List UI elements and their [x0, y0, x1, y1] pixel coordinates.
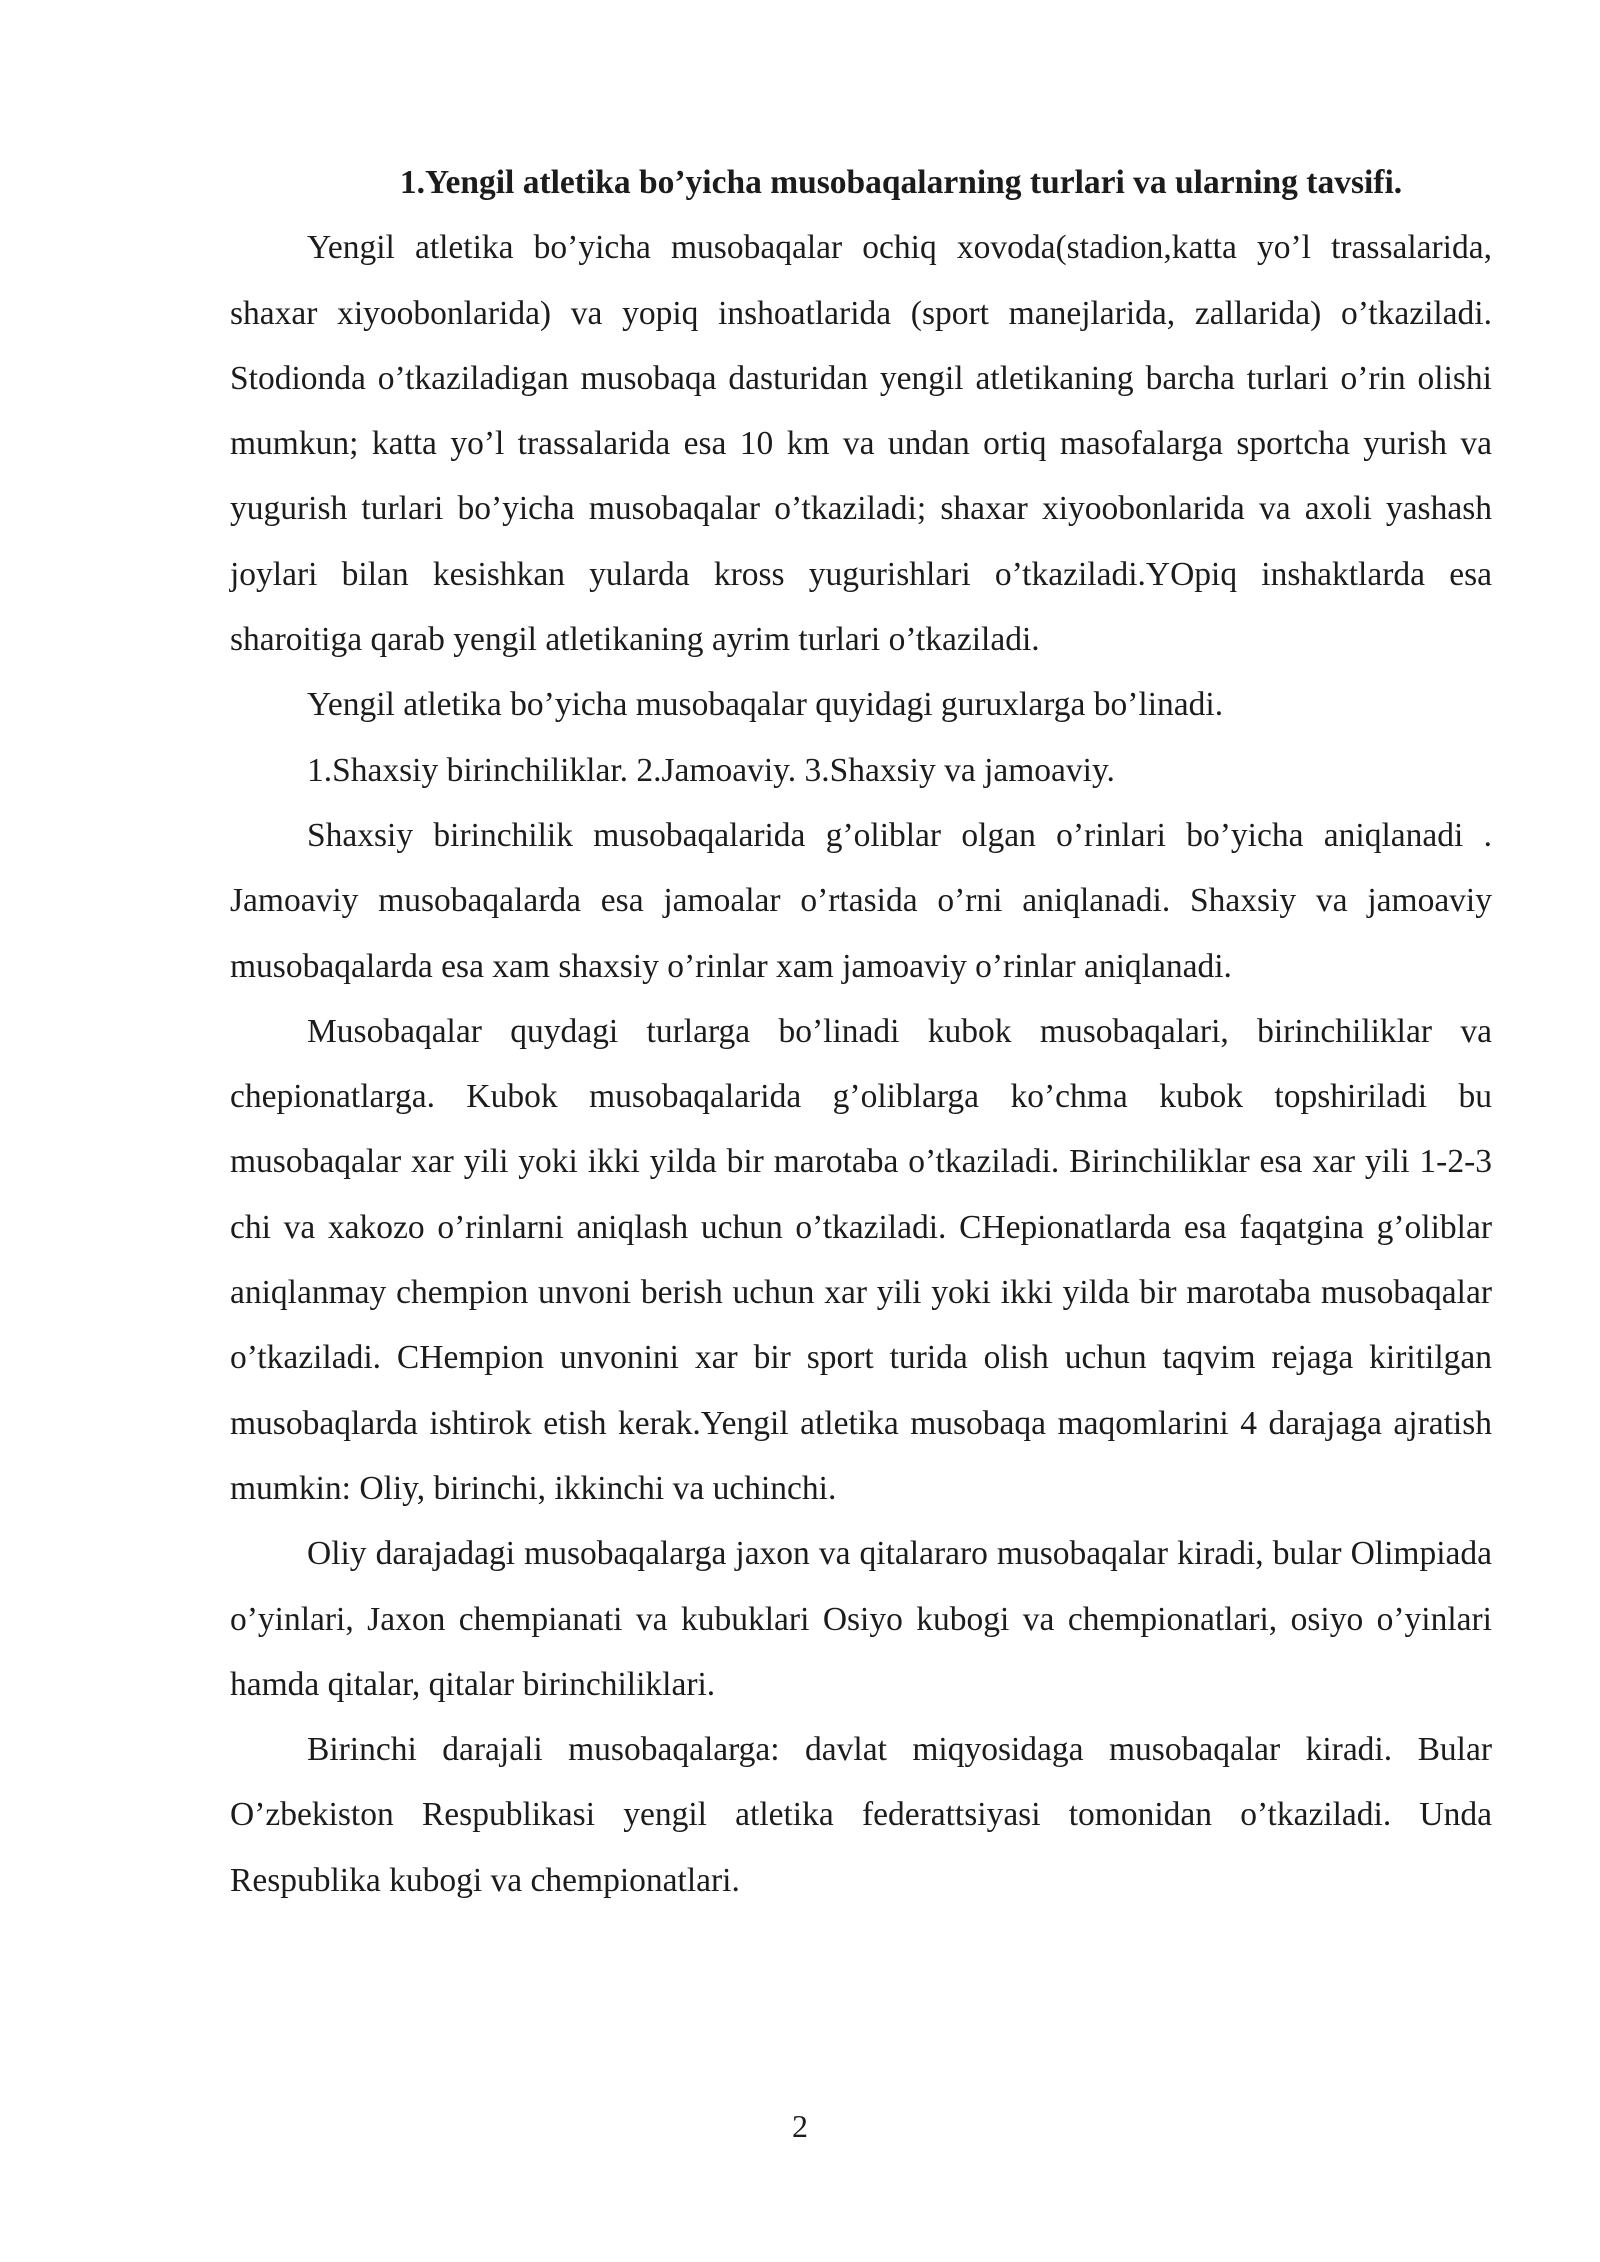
paragraph-groups-list: 1.Shaxsiy birinchiliklar. 2.Jamoaviy. 3.Shaxsiy va jamoaviy.	[307, 751, 1115, 789]
page-body	[230, 150, 1492, 1913]
paragraph-venues: Yengil atletika bo’yicha musobaqalar ochiq xovoda(stadion,katta yo’l trassalarida, shaxar xiyoobonlarida) va yopiq inshoatlarida (sport manejlarida, zallarida) o’tkaziladi. Stodionda o’tkaziladigan musobaqa dasturidan yengil atletikaning barcha turlari o’rin olishi mumkun; katta yo’l trassalarida esa 10 km va undan ortiq masofalarga sportcha yurish va yugurish turlari bo’yicha musobaqalar o’tkaziladi; shaxar xiyoobonlarida va axoli yashash joylari bilan kesishkan yularda kross yugurishlari o’tkaziladi.YOpiq inshaktlarda esa sharoitiga qarab yengil atletikaning ayrim turlari o’tkaziladi.	[230, 229, 1492, 659]
page-number: 2	[792, 2108, 808, 2144]
paragraph-competition-types: Musobaqalar quydagi turlarga bo’linadi kubok musobaqalari, birinchiliklar va chepionatlarga. Kubok musobaqalarida g’oliblarga ko’chma kubok topshiriladi bu musobaqalar xar yili yoki ikki yilda bir marotaba o’tkaziladi. Birinchiliklar esa xar yili 1-2-3 chi va xakozo o’rinlarni aniqlash uchun o’tkaziladi. CHepionatlarda esa faqatgina g’oliblar aniqlanmay chempion unvoni berish uchun xar yili yoki ikki yilda bir marotaba musobaqalar o’tkaziladi. CHempion unvonini xar bir sport turida olish uchun taqvim rejaga kiritilgan musobaqlarda ishtirok etish kerak.Yengil atletika musobaqa maqomlarini 4 darajaga ajratish mumkin: Oliy, birinchi, ikkinchi va uchinchi.	[230, 1012, 1492, 1507]
paragraph-individual-team: Shaxsiy birinchilik musobaqalarida g’oliblar olgan o’rinlari bo’yicha aniqlanadi . Jamoaviy musobaqalarda esa jamoalar o’rtasida o’rni aniqlanadi. Shaxsiy va jamoaviy musobaqalarda esa xam shaxsiy o’rinlar xam jamoaviy o’rinlar aniqlanadi.	[230, 816, 1492, 985]
section-heading: 1.Yengil atletika bo’yicha musobaqalarning turlari va ularning tavsifi.	[399, 164, 1403, 201]
paragraph-first-level: Birinchi darajali musobaqalarga: davlat miqyosidaga musobaqalar kiradi. Bular O’zbekiston Respublikasi yengil atletika federattsiyasi tomonidan o’tkaziladi. Unda Respublika kubogi va chempionatlari.	[230, 1731, 1492, 1899]
paragraph-groups-intro: Yengil atletika bo’yicha musobaqalar quyidagi guruxlarga bo’linadi.	[307, 686, 1224, 724]
paragraph-highest-level: Oliy darajadagi musobaqalarga jaxon va qitalararo musobaqalar kiradi, bular Olimpiada o’yinlari, Jaxon chempianati va kubuklari Osiyo kubogi va chempionatlari, osiyo o’yinlari hamda qitalar, qitalar birinchiliklari.	[230, 1535, 1492, 1703]
